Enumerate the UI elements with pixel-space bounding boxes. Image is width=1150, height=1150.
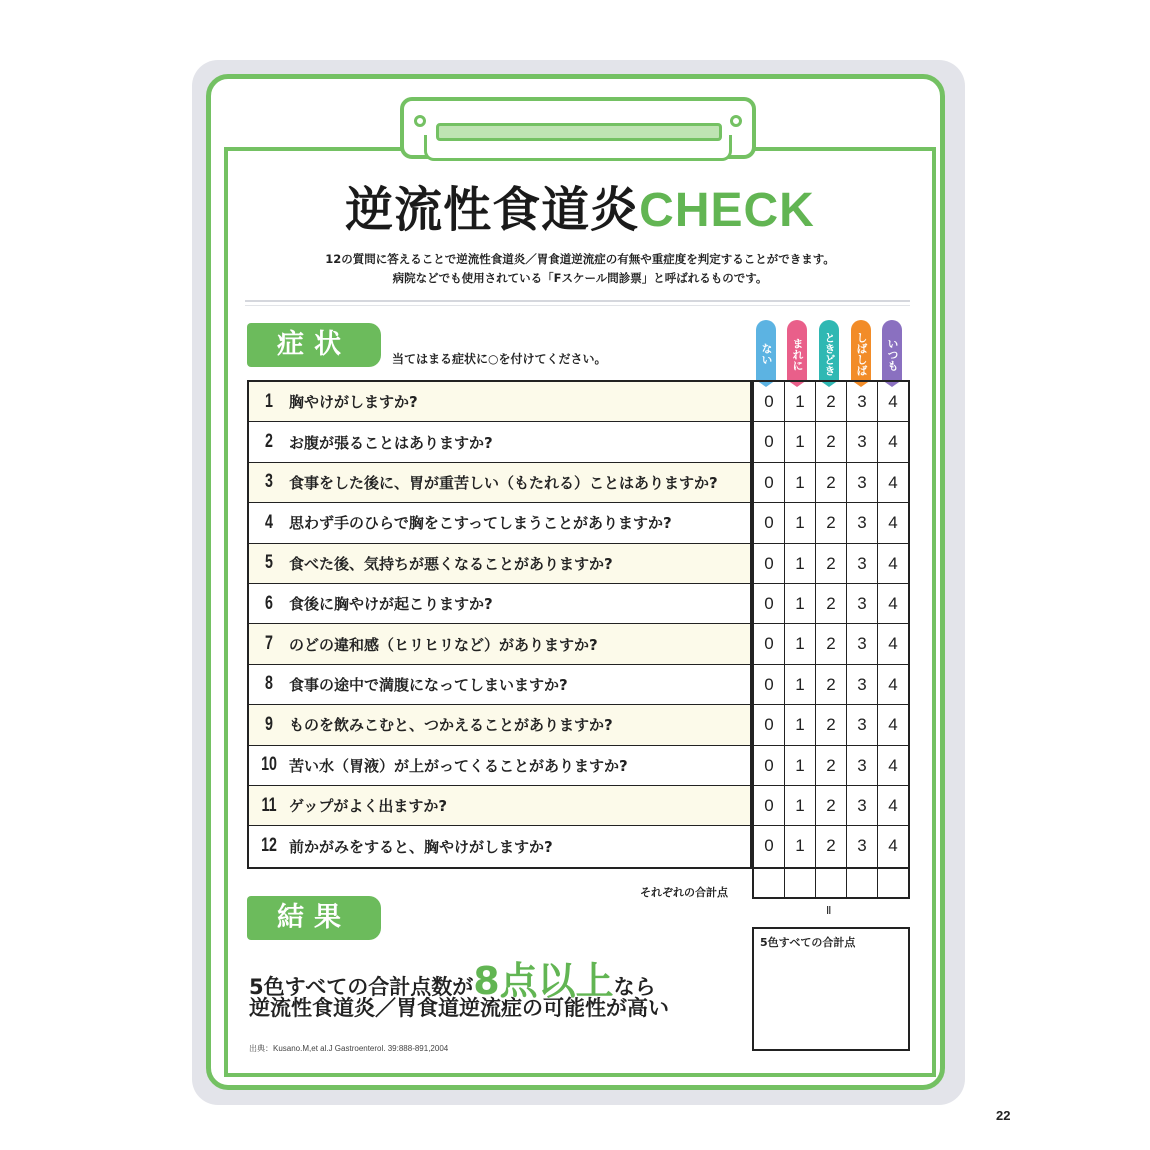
question-number: 11: [261, 794, 277, 816]
score-option-4[interactable]: 4: [888, 553, 898, 573]
question-text: ものを飲みこむと、つかえることがありますか?: [289, 716, 613, 735]
score-option-1[interactable]: 1: [785, 705, 816, 744]
score-option-3[interactable]: 3: [847, 786, 878, 825]
question-text: 思わず手のひらで胸をこすってしまうことがありますか?: [289, 514, 672, 533]
sum-cell-3[interactable]: [847, 865, 878, 897]
frequency-label-0: [756, 320, 776, 380]
score-option-0[interactable]: 0: [754, 705, 785, 744]
score-option-0[interactable]: 0: [754, 463, 785, 502]
score-option-2[interactable]: 2: [816, 746, 847, 785]
frequency-label-1: [787, 320, 807, 380]
score-row: [754, 746, 908, 786]
score-option-4[interactable]: 4: [888, 432, 898, 452]
frequency-label-text: ときどき: [823, 332, 836, 376]
frequency-label-text: いつも: [886, 337, 899, 371]
question-text: ゲップがよく出ますか?: [289, 797, 448, 816]
question-row: [249, 665, 750, 705]
score-option-4[interactable]: 4: [888, 674, 898, 694]
result-conclusion: 逆流性食道炎／胃食道逆流症の可能性が高い: [249, 996, 669, 1020]
score-option-3[interactable]: 3: [847, 826, 878, 866]
score-option-4[interactable]: 4: [888, 593, 898, 613]
column-sum-row: [752, 865, 910, 899]
score-option-3[interactable]: 3: [847, 382, 878, 421]
score-option-0[interactable]: 0: [754, 544, 785, 583]
score-option-3[interactable]: 3: [847, 584, 878, 623]
question-text: 食後に胸やけが起こりますか?: [289, 595, 493, 614]
score-row: [754, 463, 908, 503]
score-option-4[interactable]: 4: [888, 755, 898, 775]
question-number: 4: [265, 511, 273, 533]
question-text: 胸やけがしますか?: [289, 393, 418, 412]
score-option-4[interactable]: 4: [888, 795, 898, 815]
score-row: [754, 624, 908, 664]
score-row: [754, 382, 908, 422]
score-option-1[interactable]: 1: [785, 786, 816, 825]
score-option-1[interactable]: 1: [785, 624, 816, 663]
question-text: お腹が張ることはありますか?: [289, 433, 493, 452]
symptoms-tag: 症状: [247, 323, 381, 367]
score-option-0[interactable]: 0: [754, 826, 785, 866]
score-option-0[interactable]: 0: [754, 584, 785, 623]
score-option-1[interactable]: 1: [785, 584, 816, 623]
score-option-2[interactable]: 2: [816, 544, 847, 583]
score-option-3[interactable]: 3: [847, 746, 878, 785]
divider: [245, 300, 910, 302]
question-row: [249, 746, 750, 786]
question-row: [249, 503, 750, 543]
question-text: 前かがみをすると、胸やけがしますか?: [289, 837, 553, 856]
questions-table: [247, 380, 752, 869]
title-main: 逆流性食道炎: [345, 182, 640, 238]
score-option-3[interactable]: 3: [847, 503, 878, 542]
score-option-0[interactable]: 0: [754, 746, 785, 785]
question-text: のどの違和感（ヒリヒリなど）がありますか?: [289, 635, 598, 654]
score-option-3[interactable]: 3: [847, 544, 878, 583]
clip-hole-right: [730, 115, 742, 127]
question-number: 1: [265, 390, 273, 412]
score-option-2[interactable]: 2: [816, 826, 847, 866]
question-text: 食べた後、気持ちが悪くなることがありますか?: [289, 554, 613, 573]
score-option-2[interactable]: 2: [816, 624, 847, 663]
total-score-label: 5色すべての合計点: [760, 936, 856, 949]
score-option-4[interactable]: 4: [888, 392, 898, 411]
score-option-2[interactable]: 2: [816, 786, 847, 825]
score-option-2[interactable]: 2: [816, 705, 847, 744]
intro-text: [224, 250, 936, 288]
score-option-2[interactable]: 2: [816, 463, 847, 502]
score-option-2[interactable]: 2: [816, 584, 847, 623]
question-text: 苦い水（胃液）が上がってくることがありますか?: [289, 756, 628, 775]
frequency-label-text: しばしば: [855, 332, 868, 376]
score-option-1[interactable]: 1: [785, 463, 816, 502]
page-number: 22: [996, 1108, 1011, 1123]
score-option-0[interactable]: 0: [754, 665, 785, 704]
score-option-1[interactable]: 1: [785, 826, 816, 866]
page-title: [224, 180, 936, 241]
sum-cell-1[interactable]: [785, 865, 816, 897]
question-row: [249, 422, 750, 462]
question-row: [249, 584, 750, 624]
total-score-box[interactable]: [752, 927, 910, 1051]
question-number: 10: [261, 754, 277, 776]
question-row: [249, 382, 750, 422]
sum-cell-4[interactable]: [878, 865, 908, 897]
equals-sign: Ⅱ: [826, 904, 832, 917]
intro-line-1: 12の質問に答えることで逆流性食道炎／胃食道逆流症の有無や重症度を判定することができます。: [325, 252, 835, 266]
question-row: [249, 624, 750, 664]
symptoms-instruction: 当てはまる症状に○を付けてください。: [392, 352, 607, 366]
question-number: 9: [265, 713, 273, 735]
score-option-3[interactable]: 3: [847, 665, 878, 704]
question-row: [249, 705, 750, 745]
score-option-0[interactable]: 0: [754, 786, 785, 825]
frequency-label-text: まれに: [791, 337, 804, 371]
sum-label: それぞれの合計点: [640, 886, 728, 899]
question-number: 12: [261, 835, 277, 857]
clipboard-clip: [400, 97, 756, 159]
question-row: [249, 786, 750, 826]
title-accent: CHECK: [639, 184, 815, 237]
sum-cell-2[interactable]: [816, 865, 847, 897]
score-row: [754, 544, 908, 584]
score-row: [754, 786, 908, 826]
score-option-1[interactable]: 1: [785, 382, 816, 421]
result-post: なら: [613, 975, 656, 999]
score-option-3[interactable]: 3: [847, 624, 878, 663]
result-tag: 結果: [247, 896, 381, 940]
clip-bar: [436, 123, 722, 141]
question-number: 2: [265, 431, 273, 453]
question-number: 5: [265, 552, 273, 574]
result-threshold: 8点以上: [473, 959, 614, 1003]
clip-hole-left: [414, 115, 426, 127]
score-option-1[interactable]: 1: [785, 544, 816, 583]
question-row: [249, 463, 750, 503]
score-option-0[interactable]: 0: [754, 503, 785, 542]
score-option-4[interactable]: 4: [888, 836, 898, 856]
score-option-1[interactable]: 1: [785, 503, 816, 542]
score-option-4[interactable]: 4: [888, 715, 898, 735]
score-option-4[interactable]: 4: [888, 634, 898, 654]
question-number: 8: [265, 673, 273, 695]
score-option-3[interactable]: 3: [847, 463, 878, 502]
score-row: [754, 665, 908, 705]
score-option-0[interactable]: 0: [754, 422, 785, 461]
score-option-3[interactable]: 3: [847, 705, 878, 744]
question-text: 食事をした後に、胃が重苦しい（もたれる）ことはありますか?: [289, 473, 718, 492]
source-citation: 出典：Kusano.M,et al.J Gastroenterol. 39:888-891,2004: [249, 1044, 449, 1053]
question-text: 食事の途中で満腹になってしまいますか?: [289, 675, 568, 694]
score-option-2[interactable]: 2: [816, 422, 847, 461]
score-row: [754, 705, 908, 745]
score-row: [754, 826, 908, 866]
question-row: [249, 826, 750, 866]
score-option-1[interactable]: 1: [785, 665, 816, 704]
intro-line-2: 病院などでも使用されている「Fスケール問診票」と呼ばれるものです。: [392, 271, 768, 285]
score-option-2[interactable]: 2: [816, 665, 847, 704]
frequency-label-text: ない: [760, 343, 773, 365]
score-table: [752, 380, 910, 869]
divider-thin: [245, 305, 910, 306]
frequency-label-3: [851, 320, 871, 380]
score-option-4[interactable]: 4: [888, 513, 898, 533]
question-number: 6: [265, 592, 273, 614]
score-row: [754, 422, 908, 462]
score-option-3[interactable]: 3: [847, 422, 878, 461]
score-option-1[interactable]: 1: [785, 746, 816, 785]
question-row: [249, 544, 750, 584]
result-pre: 5色すべての合計点数が: [249, 975, 474, 999]
score-option-0[interactable]: 0: [754, 624, 785, 663]
score-row: [754, 584, 908, 624]
score-option-2[interactable]: 2: [816, 503, 847, 542]
score-option-0[interactable]: 0: [754, 382, 785, 421]
frequency-label-4: [882, 320, 902, 380]
score-option-2[interactable]: 2: [816, 382, 847, 421]
score-option-4[interactable]: 4: [888, 472, 898, 492]
question-number: 7: [265, 633, 273, 655]
score-row: [754, 503, 908, 543]
score-option-1[interactable]: 1: [785, 422, 816, 461]
sum-cell-0[interactable]: [754, 865, 785, 897]
question-number: 3: [265, 471, 273, 493]
frequency-label-2: [819, 320, 839, 380]
